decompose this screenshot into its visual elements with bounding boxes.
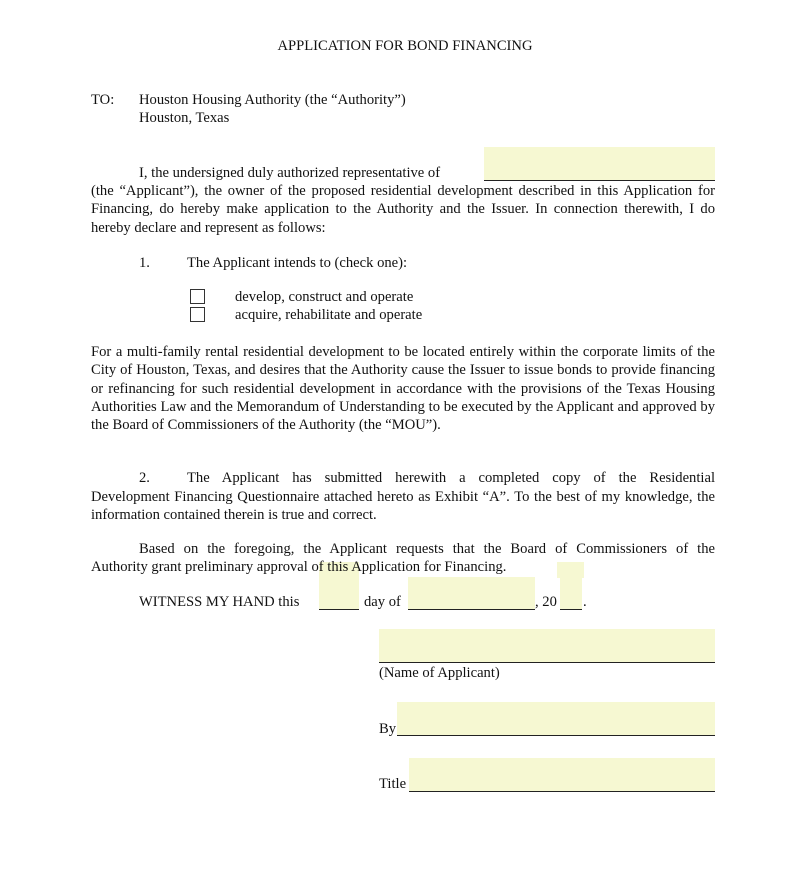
highlight-mark [557,562,584,578]
title-field[interactable] [409,758,715,792]
witness-end: . [583,594,587,610]
year-prefix: , 20 [535,594,557,610]
witness-prefix: WITNESS MY HAND this [139,594,300,610]
name-of-applicant-caption: (Name of Applicant) [379,665,500,681]
item2-number: 2. [139,470,150,486]
item2-paragraph: Development Financing Questionnaire attached hereto as Exhibit “A”. To the best of my knowledge, the information contained therein is true and correct. [91,489,715,524]
to-label: TO: [91,92,115,108]
option-develop-label: develop, construct and operate [235,289,414,305]
month-field[interactable] [408,577,535,610]
intro-first-line: I, the undersigned duly authorized representative of [139,165,441,181]
item1-text: The Applicant intends to (check one): [187,255,408,271]
conclusion-first-line: Based on the foregoing, the Applicant requests that the Board of Commissioners of the [139,541,715,557]
option-develop-checkbox[interactable] [190,289,205,304]
applicant-name-field[interactable] [379,629,715,663]
day-field[interactable] [319,577,359,610]
to-line-2: Houston, Texas [139,110,230,126]
item2-first-line: The Applicant has submitted herewith a completed copy of the Residential [187,470,715,486]
item1-number: 1. [139,255,150,271]
year-field[interactable] [560,577,582,610]
option-acquire-checkbox[interactable] [190,307,205,322]
by-signature-field[interactable] [397,702,715,736]
multifamily-paragraph: For a multi-family rental residential development to be located entirely within the corporate limits of the City of Houston, Texas, and desires that the Authority cause the Issuer to issue bonds to provide financing or refinancing for such residential development in accordance with the provisions of the Texas Housing Authorities Law and the Memorandum of Understanding to be executed by the Applicant and approved by the Board of Commissioners of the Authority (the “MOU”). [91,344,715,434]
intro-paragraph: (the “Applicant”), the owner of the proposed residential development described in this Application for Financing, do hereby make application to the Authority and the Issuer. In connection therewith, I do hereby declare and represent as follows: [91,183,715,236]
representative-name-field[interactable] [484,147,715,181]
conclusion-second-line: Authority grant preliminary approval of this Application for Financing. [91,559,507,575]
day-of-label: day of [364,594,401,610]
by-label: By [379,721,397,737]
to-line-1: Houston Housing Authority (the “Authority”) [139,92,406,108]
document-title: APPLICATION FOR BOND FINANCING [277,38,533,54]
option-acquire-label: acquire, rehabilitate and operate [235,307,423,323]
title-label: Title [379,776,407,792]
